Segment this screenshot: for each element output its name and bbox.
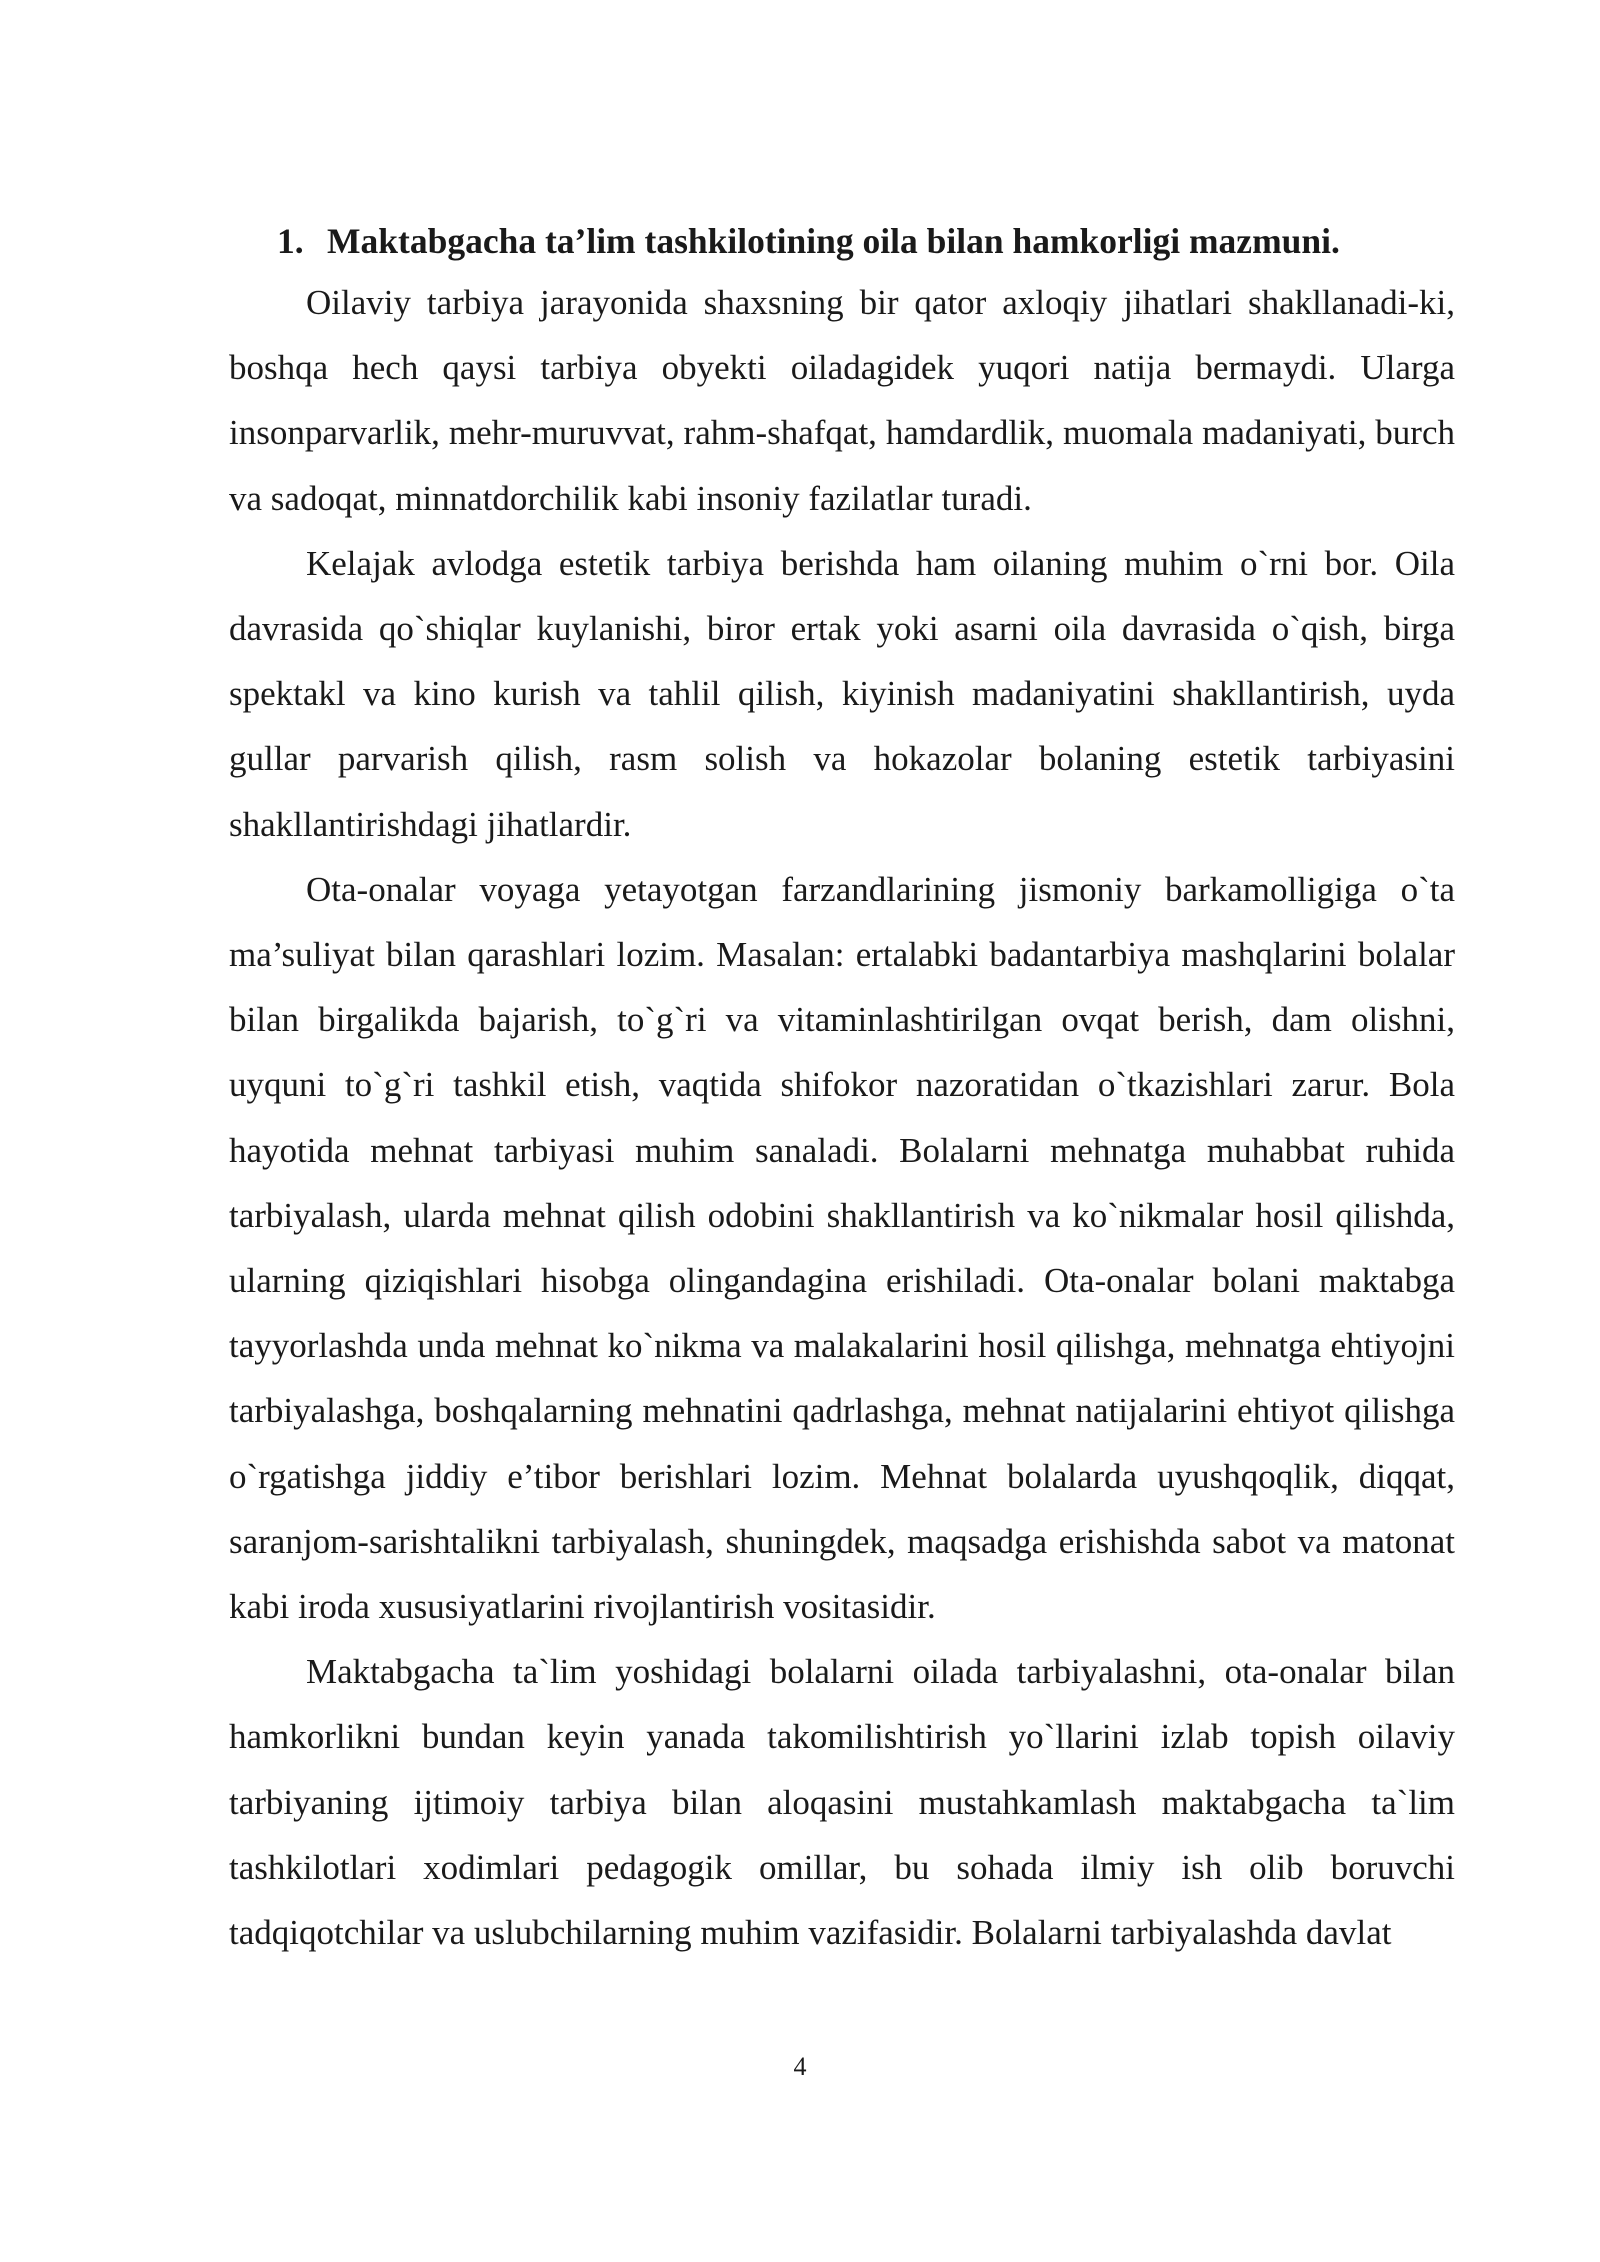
paragraph-3: Ota-onalar voyaga yetayotgan farzandlarining jismoniy barkamolligiga o`ta ma’suliyat bilan qarashlari lozim. Masalan: ertalabki badantarbiya mashqlarini bolalar bilan birgalikda bajarish, to`g`ri va vitaminlashtirilgan ovqat berish, dam olishni, uyquni to`g`ri tashkil etish, vaqtida shifokor nazoratidan o`tkazishlari zarur. Bola hayotida mehnat tarbiyasi muhim sanaladi. Bolalarni mehnatga muhabbat ruhida tarbiyalash, ularda mehnat qilish odobini shakllantirish va ko`nikmalar hosil qilishda, ularning qiziqishlari hisobga olingandagina erishiladi. Ota-onalar bolani maktabga tayyorlashda unda mehnat ko`nikma va malakalarini hosil qilishga, mehnatga ehtiyojni tarbiyalashga, boshqalarning mehnatini qadrlashga, mehnat natijalarini ehtiyot qilishga o`rgatishga jiddiy e’tibor berishlari lozim. Mehnat bolalarda uyushqoqlik, diqqat, saranjom-sarishtalikni tarbiyalash, shuningdek, maqsadga erishishda sabot va matonat kabi iroda xususiyatlarini rivojlantirish vositasidir.	[229, 869, 1455, 1627]
paragraph-1: Oilaviy tarbiya jarayonida shaxsning bir qator axloqiy jihatlari shakllanadi-ki, boshqa hech qaysi tarbiya obyekti oiladagidek yuqori natija bermaydi. Ularga insonparvarlik, mehr-muruvvat, rahm-shafqat, hamdardlik, muomala madaniyati, burch va sadoqat, minnatdorchilik kabi insoniy fazilatlar turadi.	[229, 283, 1455, 518]
section-number: 1.	[277, 221, 304, 261]
section-heading	[229, 212, 1455, 270]
page-content	[229, 212, 1455, 1965]
paragraph-4: Maktabgacha ta`lim yoshidagi bolalarni oilada tarbiyalashni, ota-onalar bilan hamkorlikni bundan keyin yanada takomilishtirish yo`llarini izlab topish oilaviy tarbiyaning ijtimoiy tarbiya bilan aloqasini mustahkamlash maktabgacha ta`lim tashkilotlari xodimlari pedagogik omillar, bu sohada ilmiy ish olib boruvchi tadqiqotchilar va uslubchilarning muhim vazifasidir. Bolalarni tarbiyalashda davlat	[229, 1652, 1455, 1953]
paragraph-2: Kelajak avlodga estetik tarbiya berishda ham oilaning muhim o`rni bor. Oila davrasida qo`shiqlar kuylanishi, biror ertak yoki asarni oila davrasida o`qish, birga spektakl va kino kurish va tahlil qilish, kiyinish madaniyatini shakllantirish, uyda gullar parvarish qilish, rasm solish va hokazolar bolaning estetik tarbiyasini shakllantirishdagi jihatlardir.	[229, 543, 1455, 844]
page-number: 4	[793, 2052, 807, 2081]
section-title: Maktabgacha ta’lim tashkilotining oila bilan hamkorligi mazmuni.	[327, 221, 1340, 261]
